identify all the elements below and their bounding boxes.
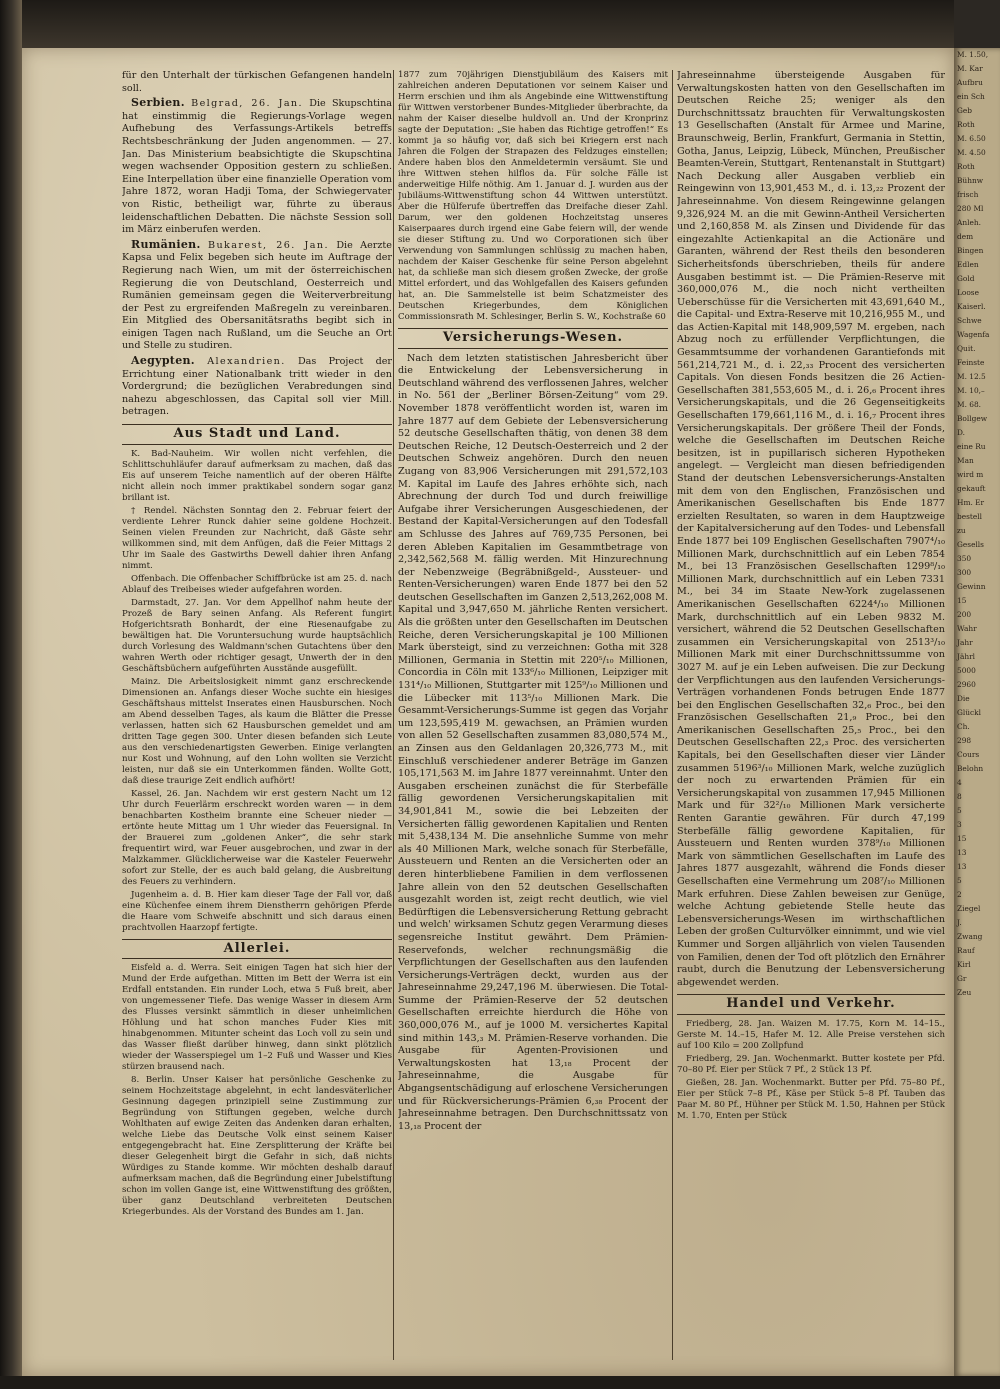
adjacent-page-fragment: Roth [957,120,975,129]
news-item: Eisfeld a. d. Werra. Seit einigen Tagen hat sich hier der Mund der Erde aufgethan. Mitten im Bett der Werra ist ein Erdfall entstanden. Ein runder Loch, etwa 5 Fuß breit, aber von ungemessener Tiefe. Das wenige Wasser in diesem Arm des Flusses versinkt sämmtlich in dieser unheimlichen Höhlung und hat schon manches Fuder Kies mit hinabgenommen. Mitunter scheint das Loch voll zu sein und das Wasser fließt darüber hinweg, dann sinkt plötzlich wieder der Wasserspiegel um 1–2 Fuß und Wasser und Kies stürzen brausend nach. [122,963,392,1073]
adjacent-page-fragment: 200 [957,610,972,619]
adjacent-page-fragment: bestell [957,512,982,521]
adjacent-page-fragment: dem [957,232,974,241]
adjacent-page-fragment: M. 68. [957,400,982,409]
article-dateline: Bukarest, 26. Jan. [208,239,329,251]
section-handel-und-verkehr [677,1019,945,1122]
column-rule [672,70,673,1360]
adjacent-page-fragment: M. 10,– [957,386,985,395]
adjacent-page-fragment: M. 6.50 [957,134,986,143]
adjacent-page-fragment: Aufbru [957,78,983,87]
adjacent-page-fragment: D. [957,428,966,437]
adjacent-page-fragment: J. [957,918,962,927]
newspaper-page [22,48,954,1376]
adjacent-page-fragment: Ch. [957,722,970,731]
section-heading-stadt-und-land: Aus Stadt und Land. [122,424,392,445]
adjacent-page-fragment: 3 [957,820,962,829]
article-lead: Aegypten. [131,354,195,368]
adjacent-page-fragment: 13 [957,848,967,857]
adjacent-page-fragment: M. 1.50, [957,50,989,59]
adjacent-page-fragment: ein Sch [957,92,985,101]
adjacent-page-fragment: 5000 [957,666,976,675]
article-text: Das Project der Errichtung einer Nationalbank tritt wieder in den Vordergrund; die bezüglichen Verabredungen sind nahezu abgeschlossen, das Capital soll vier Mill. betragen. [122,356,392,418]
adjacent-page-fragment: M. 12.5 [957,372,986,381]
adjacent-page-fragment: 4 [957,778,962,787]
article-continuation: 1877 zum 70jährigen Dienstjubiläum des Kaisers mit zahlreichen anderen Deputationen vor seinem Kaiser und Herrn erschien und ihm als Angebinde eine Wittwenstiftung für Wittwen verstorbener Bundes-Mitglieder überbrachte, da nahm der Kaiser dieselbe huldvoll an. Und der Kronprinz sagte der Deputation: „Sie haben das Richtige getroffen!“ Es kommt ja so häufig vor, daß sich bei Kriegern erst nach Jahren die Folgen der Strapazen des Feldzuges einstellen; Andere haben blos den Anmeldetermin versäumt. Sie und ihre Wittwen stehen hilflos da. Für solche Fälle ist anderweitige Hilfe nöthig. Am 1. Januar d. J. wurden aus der Jubiläums-Wittwenstiftung schon 44 Wittwen unterstützt. Aber die Hülferufe übertreffen das Dreifache dieser Zahl. Darum, wer den goldenen Hochzeitstag unseres Kaiserpaares durch irgend eine Gabe feiern will, der wende sie dieser Stiftung zu. Und wo Corporationen sich über Verwendung von Sammlungen schlüssig zu machen haben, nachdem der Kaiser Geschenke für seine Person abgelehnt hat, da schließe man sich diesem großen Zwecke, der große Mittel erfordert, und das Wohlgefallen des Kaisers gefunden hat, an. Die Sammelstelle ist beim Schatzmeister des Deutschen Kriegerbundes, dem Königlichen Commissionsrath M. Schlesinger, Berlin S. W., Kochstraße 60 [398,70,668,322]
news-item: Darmstadt, 27. Jan. Vor dem Appellhof nahm heute der Prozeß de Bary seinen Anfang. Als Referent fungirt Hofgerichtsrath Bonhardt, der eine Riesenaufgabe zu bewältigen hat. Die Voruntersuchung wurde hauptsächlich durch Vorlesung des Waldmann'schen Gutachtens über den wahren Werth oder richtiger gesagt, Unwerth der in den Geschäftsbüchern aufgeführten Ausstände ausgefüllt. [122,597,392,674]
news-item: K. Bad-Nauheim. Wir wollen nicht verfehlen, die Schlittschuhläufer darauf aufmerksam zu machen, daß das Eis auf unserem Teiche namentlich auf der oberen Hälfte nicht allein noch immer praktikabel sondern sogar ganz brillant ist. [122,448,392,503]
news-item: Offenbach. Die Offenbacher Schiffbrücke ist am 25. d. nach Ablauf des Treibeises wieder aufgefahren worden. [122,573,392,595]
adjacent-page-fragment: Wahr [957,624,977,633]
adjacent-page-fragment: Bollgew [957,414,988,423]
adjacent-page-fragment: Edlen [957,260,979,269]
book-binding-edge [0,0,22,1389]
market-report: Gießen, 28. Jan. Wochenmarkt. Butter per Pfd. 75–80 Pf., Eier per Stück 7–8 Pf., Käse per Stück 5–8 Pf. Tauben das Paar M. 80 Pf., Hühner per Stück M. 1.50, Hahnen per Stück M. 1.70, Enten per Stück [677,1077,945,1121]
article-aegypten [122,355,392,419]
adjacent-page-fragment: 2 [957,890,962,899]
adjacent-page-fragment: frisch [957,190,979,199]
adjacent-page-fragment: Hm. Er [957,498,985,507]
adjacent-page-fragment: Bühnw [957,176,984,185]
page-bottom-shadow [0,1376,1000,1389]
adjacent-page-fragment: Anleh. [957,218,981,227]
column-rule [393,70,394,1360]
adjacent-page-fragment: Belohn [957,764,984,773]
news-item: † Rendel. Nächsten Sonntag den 2. Februar feiert der verdiente Lehrer Runck dahier seine goldene Hochzeit. Seinen vielen Freunden zur Nachricht, daß Gäste sehr willkommen sind, mit dem Anfügen, daß die Feier Mittags 2 Uhr im Saale des Gastwirths Dewell dahier ihren Anfang nimmt. [122,505,392,571]
article-dateline: Alexandrien. [207,356,286,368]
adjacent-page-fragment: Gold [957,274,975,283]
adjacent-page-fragments [954,48,1000,1000]
adjacent-page-fragment: Rauf [957,946,975,955]
adjacent-page-fragment: eine Ru [957,442,986,451]
adjacent-page-fragment: 5 [957,806,962,815]
news-item: Jugenheim a. d. B. Hier kam dieser Tage der Fall vor, daß eine Küchenfee einem ihrem Dienstherrn gehörigen Pferde die Haare vom Schweife abschnitt und sich daraus einen prachtvollen Haarzopf fertigte. [122,889,392,933]
adjacent-page-fragment: Quit. [957,344,976,353]
adjacent-page-fragment: Gr [957,974,967,983]
article-text: Die Aerzte Kapsa und Felix begeben sich heute im Auftrage der Regierung nach Wien, um mit der österreichischen Regierung die von Deutschland, Oesterreich und Rumänien gemeinsam gegen die Weiterverbreitung der Pest zu ergreifenden Maßregeln zu vereinbaren. Ein Mitglied des Obersanitätsraths begibt sich in einigen Tagen nach Rußland, um die Seuche an Ort und Stelle zu studiren. [122,239,392,352]
adjacent-page-fragment: Kirl [957,960,971,969]
adjacent-page-fragment: Zwang [957,932,983,941]
adjacent-page-fragment: 8 [957,792,962,801]
adjacent-page-fragment: 5 [957,876,962,885]
adjacent-page-fragment: M. Kar [957,64,983,73]
adjacent-page-fragment: 13 [957,862,967,871]
adjacent-page-fragment: 280 Ml [957,204,984,213]
column-1 [122,70,392,1360]
market-report: Friedberg, 29. Jan. Wochenmarkt. Butter kostete per Pfd. 70–80 Pf. Eier per Stück 7 Pf., 2 Stück 13 Pf. [677,1053,945,1075]
article-dateline: Belgrad, 26. Jan. [191,98,303,110]
section-heading-handel-und-verkehr: Handel und Verkehr. [677,994,945,1015]
adjacent-page-fragment: 2960 [957,680,976,689]
article-serbien [122,97,392,237]
adjacent-page-fragment: Loose [957,288,979,297]
news-item: Mainz. Die Arbeitslosigkeit nimmt ganz erschreckende Dimensionen an. Anfangs dieser Woche suchte ein hiesiges Geschäftshaus mittelst Inserates einen Hausburschen. Noch am Abend desselben Tages, als kaum die Blätter die Presse verlassen, hatten sich 62 Hausburschen gemeldet und am dritten Tage gegen 300. Unter diesen befanden sich Leute aus den verschiedenartigsten Gewerben. Einige verlangten nur Kost und Wohnung, auf den Lohn wollten sie Verzicht leisten, nur daß sie ein Unterkommen fänden. Wollte Gott, daß diese traurige Zeit endlich aufhört! [122,676,392,786]
section-heading-allerlei: Allerlei. [122,939,392,960]
column-2 [398,70,668,1360]
adjacent-page-fragment: Jährl [957,652,976,661]
adjacent-page-fragment: Geb [957,106,973,115]
news-item: 8. Berlin. Unser Kaiser hat persönliche Geschenke zu seinem Hochzeitstage abgelehnt, in echt landesväterlicher Gesinnung dagegen prinzipiell seine Zustimmung zur Begründung von Stiftungen gegeben, welche durch Wohlthaten auf ewige Zeiten das Andenken daran erhalten, welche Liebe das Deutsche Volk einst seinem Kaiser entgegengebracht hat. Eine Zersplitterung der Kräfte bei dieser Gelegenheit birgt die Gefahr in sich, daß nichts Würdiges zu Stande komme. Wir möchten deshalb darauf aufmerksam machen, daß die Begründung einer Jubelstiftung schon im vollen Gange ist, eine Wittwenstiftung des größten, über ganz Deutschland verbreiteten Deutschen Kriegerbundes. Als der Vorstand des Bundes am 1. Jan. [122,1075,392,1218]
market-report: Friedberg, 28. Jan. Waizen M. 17.75, Korn M. 14–15., Gerste M. 14.–15, Hafer M. 12. Alle Preise verstehen sich auf 100 Kilo = 200 Zollpfund [677,1018,945,1051]
adjacent-page-fragment: Cours [957,750,980,759]
adjacent-page-fragment: 350 [957,554,972,563]
adjacent-page-strip [954,48,1000,1376]
intro-paragraph: für den Unterhalt der türkischen Gefangenen handeln soll. [122,70,392,94]
article-rumaenien [122,239,392,353]
adjacent-page-fragment: Glückl [957,708,982,717]
adjacent-page-fragment: Feinste [957,358,985,367]
adjacent-page-fragment: Bingen [957,246,984,255]
article-lead: Rumänien. [131,237,201,251]
adjacent-page-fragment: 15 [957,596,967,605]
adjacent-page-fragment: 298 [957,736,972,745]
adjacent-page-fragment: Roth [957,162,975,171]
article-lead: Serbien. [131,96,185,110]
column-3 [677,70,945,1360]
adjacent-page-fragment: Schwe [957,316,982,325]
page-top-shadow [22,0,954,48]
adjacent-page-fragment: Die [957,694,970,703]
adjacent-page-fragment: Kaiserl. [957,302,986,311]
adjacent-page-fragment: Gewinn [957,582,986,591]
adjacent-page-fragment: 300 [957,568,972,577]
article-versicherung-continued: Jahreseinnahme übersteigende Ausgaben für Verwaltungskosten hatten von den Gesellschaften im Deutschen Reiche 25; weniger als den Durchschnittssatz brauchten für Verwaltungskosten 13 Gesellschaften (Anstalt für Armee und Marine, Braunschweig, Berlin, Frankfurt, Germania in Stettin, Gotha, Janus, Leipzig, Lübeck, München, Preußischer Beamten-Verein, Stuttgart, Rentenanstalt in Stuttgart) Nach Deckung aller Ausgaben verblieb ein Reingewinn von 13,901,453 M., d. i. 13,₂₂ Prozent der Jahreseinnahme. Von diesem Reingewinne gelangen 9,326,924 M. an die mit Gewinn-Antheil Versicherten und 2,160,858 M. als Zinsen und Dividende für das eingezahlte Actienkapital an die Actionäre und Garanten, während der Rest theils den besonderen Sicherheitsfonds überschrieben, theils für andere Ausgaben bestimmt ist. — Die Prämien-Reserve mit 360,000,076 M., die noch nicht vertheilten Ueberschüsse für die Versicherten mit 43,691,640 M., die Capital- und Extra-Reserve mit 10,216,955 M., und das Actien-Kapital mit 148,909,597 M. ergeben, nach Abzug noch zu erfüllender Verpflichtungen, die Gesammtsumme der vorhandenen Garantiefonds mit 561,214,721 M., d. i. 22,₃₃ Procent des versicherten Capitals. Von diesen Fonds besitzen die 26 Actien-Gesellschaften 381,553,605 M., d. i. 26,₆ Procent ihres Versicherungskapitals, und die 26 Gegenseitigkeits Gesellschaften 179,661,116 M., d. i. 16,₇ Procent ihres Versicherungskapitals. Der größere Theil der Fonds, welche die Gesellschaften im Deutschen Reiche besitzen, ist in pupillarisch sicheren Hypotheken angelegt. — Vergleicht man diesen befriedigenden Stand der deutschen Lebensversicherungs-Anstalten mit dem von den Englischen, Französischen und Amerikanischen Gesellschaften bis Ende 1877 erzielten Resultaten, so waren in dem Hauptzweige der Kapitalversicherung auf den Todes- und Lebensfall Ende 1877 bei 109 Englischen Gesellschaften 7907⁴/₁₀ Millionen Mark, durchschnittlich auf ein Leben 7854 M., bei 13 Französischen Gesellschaften 1299⁸/₁₀ Millionen Mark, durchschnittlich auf ein Leben 7331 M., bei 34 im Staate New-York zugelassenen Amerikanischen Gesellschaften 6224⁴/₁₀ Millionen Mark, durchschnittlich auf ein Leben 9832 M. versichert, während die 52 Deutschen Gesellschaften zusammen ein Versicherungskapital von 2513³/₁₀ Millionen Mark mit einer Durchschnittssumme von 3027 M. auf je ein Leben aufweisen. Die zur Deckung der Verpflichtungen aus den laufenden Versicherungs-Verträgen vorhandenen Fonds betrugen Ende 1877 bei den Englischen Gesellschaften 32,₆ Proc., bei den Französischen Gesellschaften 21,₉ Proc., bei den Amerikanischen Gesellschaften 25,₅ Proc., bei den Deutschen Gesellschaften 22,₃ Proc. des versicherten Kapitals, bei den Gesellschaften dieser vier Länder zusammen 5196³/₁₀ Millionen Mark, welche zuzüglich der noch zu erwartenden Prämien für ein Versicherungskapital von zusammen 17,945 Millionen Mark und für 32²/₁₀ Millionen Mark versicherte Renten Garantie gewähren. Für durch 47,199 Sterbefälle fällig gewordene Kapitalien, für Aussteuern und Renten wurden 378⁹/₁₀ Millionen Mark von sämmtlichen Gesellschaften im Laufe des Jahres 1877 ausgezahlt, während die Fonds dieser Gesellschaften eine Vermehrung um 208⁷/₁₀ Millionen Mark erfuhren. Diese Zahlen beweisen zur Genüge, welche Achtung gebietende Stelle heute das Lebensversicherungs-Wesen im wirthschaftlichen Leben der großen Culturvölker einnimmt, und wie viel Kummer und Sorgen alljährlich von vielen Tausenden von Familien, denen der Tod oft plötzlich den Ernährer raubt, durch die Benutzung der Lebensversicherung abgewendet werden. [677,70,945,988]
adjacent-page-fragment: wird m [957,470,984,479]
adjacent-page-fragment: Man [957,456,974,465]
article-versicherung: Nach dem letzten statistischen Jahresbericht über die Entwickelung der Lebensversicherung in Deutschland während des verflossenen Jahres, welcher in No. 561 der „Berliner Börsen-Zeitung“ vom 29. November 1878 veröffentlicht worden ist, waren im Jahre 1877 auf dem Gebiete der Lebensversicherung 52 deutsche Gesellschaften thätig, von denen 38 dem Deutschen Reiche, 12 Deutsch-Oesterreich und 2 der Deutschen Schweiz angehören. Durch den neuen Zugang von 83,906 Versicherungen mit 291,572,103 M. Kapital im Laufe des Jahres erhöhte sich, nach Abrechnung der durch Tod und durch freiwillige Aufgabe ihrer Versicherungen Ausgeschiedenen, der Bestand der Kapital-Versicherungen auf den Todesfall am Schlusse des Jahres auf 769,735 Personen, bei deren Ableben Kapitalien im Gesammtbetrage von 2,342,562,568 M. fällig werden. Mit Hinzurechnung der Nebenzweige (Begräbnißgeld-, Aussteuer- und Renten-Versicherungen) waren Ende 1877 bei den 52 deutschen Gesellschaften im Ganzen 2,513,262,008 M. Kapital und 3,947,650 M. jährliche Renten versichert. Als die größten unter den Gesellschaften im Deutschen Reiche, deren Versicherungskapital je 100 Millionen Mark übersteigt, sind zu verzeichnen: Gotha mit 328 Millionen, Germania in Stettin mit 220⁵/₁₀ Millionen, Concordia in Cöln mit 133⁶/₁₀ Millionen, Leipziger mit 131⁴/₁₀ Millionen, Stuttgarter mit 125⁹/₁₀ Millionen und die Lübecker mit 113⁵/₁₀ Millionen Mark. Die Gesammt-Versicherungs-Summe ist gegen das Vorjahr um 123,595,419 M. gewachsen, an Prämien wurden von allen 52 Gesellschaften zusammen 83,080,574 M., an Zinsen aus den Geldanlagen 20,326,773 M., mit Einschluß verschiedener anderer Beträge im Ganzen 105,171,563 M. im Jahre 1877 vereinnahmt. Unter den Ausgaben erscheinen zunächst die für Sterbefälle fällig gewordenen Versicherungskapitalien mit 34,901,841 M., sowie die bei Lebzeiten der Versicherten fällig gewordenen Kapitalien und Renten mit 5,438,134 M. Die ansehnliche Summe von mehr als 40 Millionen Mark, welche sonach für Sterbefälle, Aussteuern und Renten an die Versicherten oder an deren hinterbliebene Familien in dem verflossenen Jahre allein von den 52 deutschen Gesellschaften ausgezahlt worden ist, zeigt recht deutlich, wie viel Bedürftigen die Lebensversicherung Rettung gebracht und welch' wirksamen Schutz gegen Verarmung dieses segensreiche Institut gewährt. Dem Prämien-Reservefonds, welcher rechnungsmäßig die Verpflichtungen der Gesellschaften aus den laufenden Versicherungs-Verträgen deckt, wurden aus der Jahreseinnahme 29,247,196 M. überwiesen. Die Total-Summe der Prämien-Reserve der 52 deutschen Gesellschaften erreichte hierdurch die Höhe von 360,000,076 M., auf je 1000 M. versichertes Kapital sind mithin 143,₃ M. Prämien-Reserve vorhanden. Die Ausgabe für Agenten-Provisionen und Verwaltungskosten hat 13,₁₈ Procent der Jahreseinnahme, die Ausgabe für Abgangsentschädigung auf erloschene Versicherungen und für Rückversicherungs-Prämien 6,₃₈ Procent der Jahreseinnahme betragen. Den Durchschnittssatz von 13,₁₈ Procent der [398,352,668,1132]
continued-article [398,70,668,323]
section-stadt-und-land [122,449,392,934]
section-allerlei [122,963,392,1218]
news-item: Kassel, 26. Jan. Nachdem wir erst gestern Nacht um 12 Uhr durch Feuerlärm erschreckt worden waren — in dem benachbarten Kostheim brannte eine Scheuer nieder — ertönte heute Mittag um 1 Uhr wieder das Feuersignal. In der Brauerei zum „goldenen Anker“, die sehr stark frequentirt wird, war Feuer ausgebrochen, und zwar in der Malzkammer. Glücklicherweise war die Kasteler Feuerwehr sofort zur Stelle, der es auch bald gelang, die Ausbreitung des Feuers zu verhindern. [122,788,392,887]
adjacent-page-fragment: Gesells [957,540,984,549]
adjacent-page-fragment: M. 4.50 [957,148,986,157]
adjacent-page-fragment: Ziegel [957,904,981,913]
adjacent-page-fragment: Zeu [957,988,972,997]
adjacent-page-fragment: Wagenfa [957,330,990,339]
article-text: Die Skupschtina hat einstimmig die Regierungs-Vorlage wegen Aufhebung des Verfassungs-Artikels betreffs Rechtsbeschränkung der Juden angenommen. — 27. Jan. Das Ministerium beabsichtigte die Skupschtina wegen wachsender Opposition gestern zu schließen. Eine Interpellation über eine finanzielle Operation vom Jahre 1872, woran Hadji Toma, der Schwiegervater von Ristic, betheiligt war, führte zu überaus leidenschaftlichen Debatten. Die nächste Session soll im März einberufen werden. [122,98,392,236]
section-heading-versicherungs-wesen: Versicherungs-Wesen. [398,328,668,349]
adjacent-page-fragment: 15 [957,834,967,843]
adjacent-page-fragment: gekauft [957,484,986,493]
adjacent-page-fragment: zu [957,526,966,535]
adjacent-page-fragment: Jahr [957,638,973,647]
